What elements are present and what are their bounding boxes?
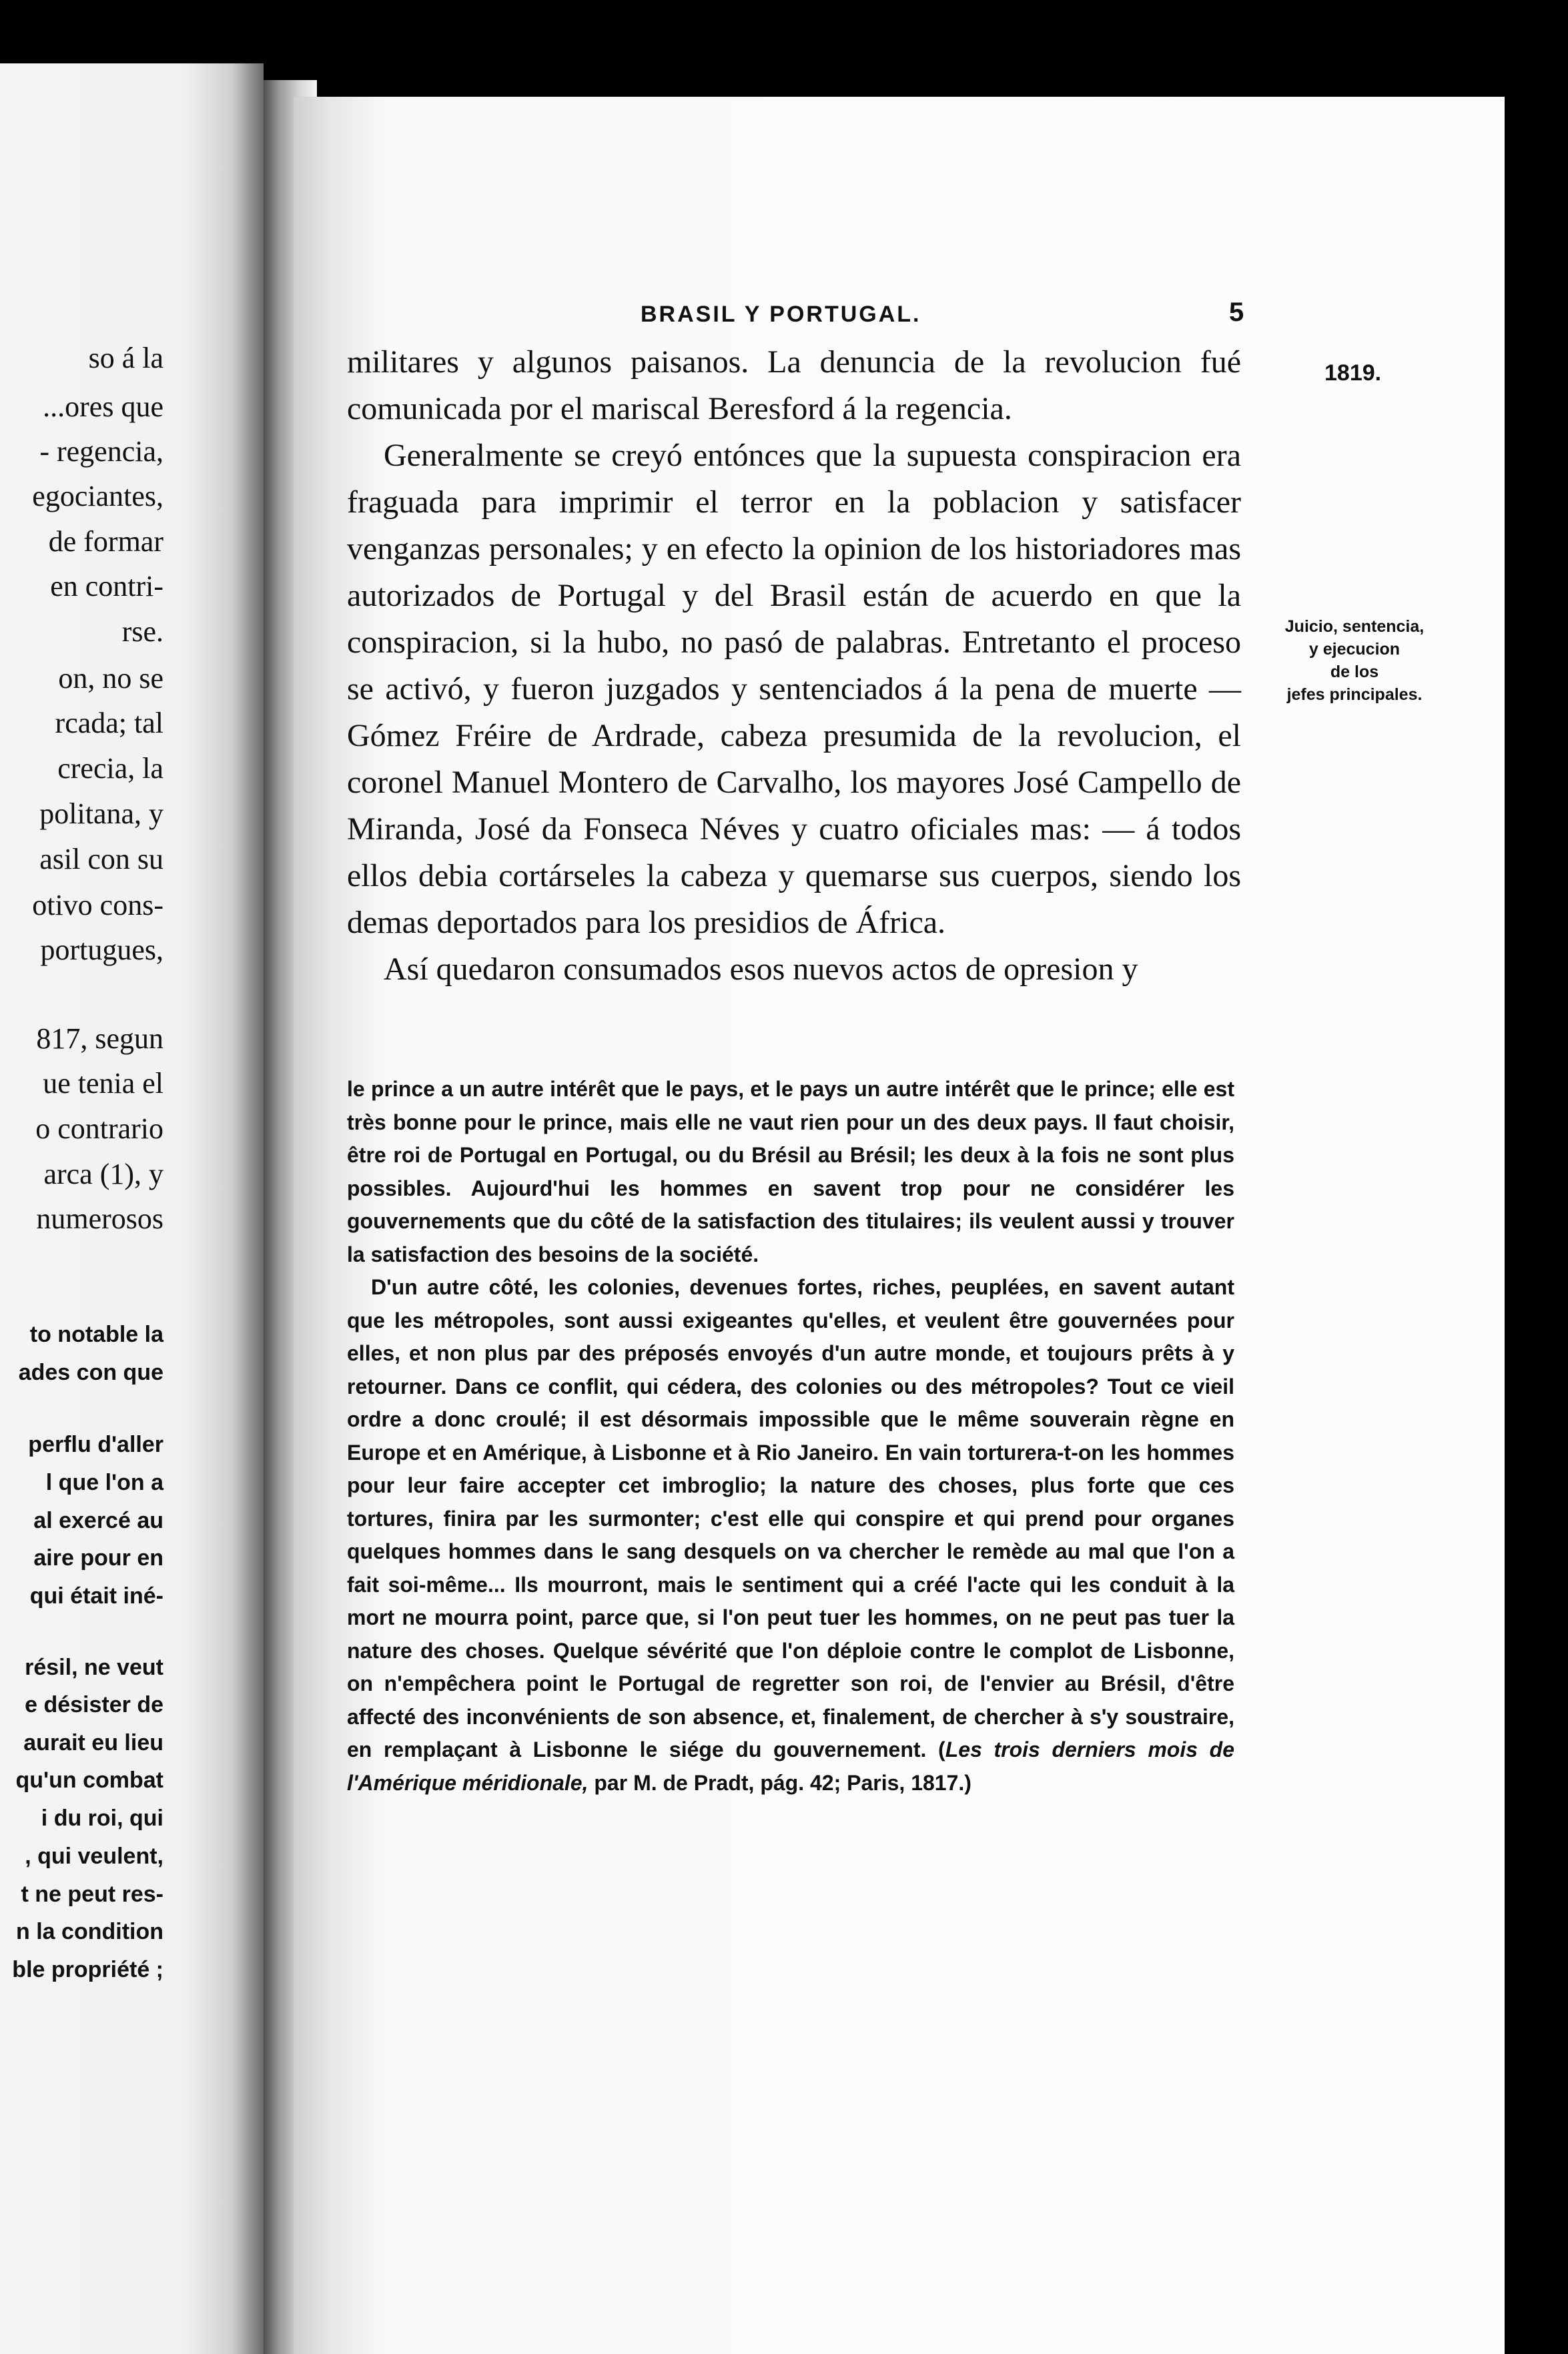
facing-page-line: rcada; tal [55, 707, 163, 739]
facing-page-line: arca (1), y [43, 1158, 163, 1190]
facing-page-line: ble propriété ; [12, 1957, 163, 1982]
facing-page-line: asil con su [39, 843, 163, 875]
paragraph: Generalmente se creyó entónces que la supuesta conspiracion era fraguada para imprimir el terror en la poblacion y satisfacer venganzas personales; y en efecto la opinion de los historiadores mas autorizados de Portugal y del Brasil están de acuerdo en que la conspiracion, si la hubo, no pasó de palabras. Entretanto el proceso se activó, y fueron juzgados y sentenciados á la pena de muerte — Gómez Fréire de Ardrade, cabeza presumida de la revolucion, el coronel Manuel Montero de Carvalho, los mayores José Campello de Miranda, José da Fonseca Néves y cuatro oficiales mas: — á todos ellos debia cortárseles la cabeza y quemarse sus cuerpos, siendo los demas deportados para los presidios de África. [347, 438, 1241, 940]
citation-title: Les trois derniers mois de l'Amérique méridionale, [347, 1737, 1235, 1795]
marginal-note-line: jefes principales. [1286, 685, 1423, 704]
facing-page-line: so á la [88, 342, 163, 374]
facing-page-line: otivo cons- [32, 889, 163, 921]
facing-page-line: portugues, [40, 933, 163, 966]
marginal-note-line: y ejecucion [1308, 640, 1401, 659]
facing-page-line: i du roi, qui [41, 1806, 163, 1831]
citation-details: par M. de Pradt, pág. 42; Paris, 1817.) [588, 1770, 971, 1795]
facing-page-line: l que l'on a [45, 1470, 163, 1495]
facing-page-line: to notable la [29, 1322, 163, 1347]
facing-page-line: en contri- [50, 570, 163, 603]
facing-page-line: , qui veulent, [25, 1844, 163, 1869]
footnote [347, 1073, 1234, 1800]
facing-page-line: rse. [121, 615, 163, 648]
paragraph: militares y algunos paisanos. La denuncia de la revolucion fué comunicada por el mariscal Beresford á la regencia. [347, 344, 1241, 426]
facing-page-line: politana, y [39, 797, 163, 830]
facing-page-line: résil, ne veut [25, 1655, 163, 1680]
facing-page-line: e désister de [25, 1692, 163, 1717]
facing-page-line: - regencia, [39, 435, 163, 468]
paragraph: Así quedaron consumados esos nuevos actos de opresion y [384, 951, 1138, 987]
running-head: BRASIL Y PORTUGAL. [641, 302, 921, 327]
marginal-note [1268, 615, 1441, 706]
facing-page-left [0, 63, 264, 2354]
facing-page-line: de formar [48, 525, 163, 558]
facing-page-line: perflu d'aller [28, 1432, 163, 1457]
facing-page-line: aire pour en [33, 1545, 163, 1571]
facing-page-line: n la condition [16, 1919, 163, 1944]
facing-page-line: on, no se [58, 662, 163, 695]
facing-page-line: o contrario [35, 1112, 163, 1145]
facing-page-line: 817, segun [36, 1022, 163, 1055]
facing-page-line: egociantes, [32, 480, 163, 512]
main-text [347, 339, 1241, 993]
facing-page-line: ue tenia el [43, 1067, 163, 1100]
facing-page-line: crecia, la [57, 752, 163, 785]
facing-page-line: ades con que [18, 1360, 163, 1385]
page-number: 5 [1229, 298, 1244, 327]
marginal-note-line: de los [1330, 663, 1379, 681]
facing-page-line: t ne peut res- [21, 1882, 163, 1907]
facing-page-line: aurait eu lieu [23, 1730, 163, 1755]
footnote-paragraph [347, 1271, 1234, 1800]
marginal-year: 1819. [1324, 360, 1382, 386]
facing-page-line: numerosos [36, 1202, 163, 1235]
marginal-note-line: Juicio, sentencia, [1284, 617, 1425, 636]
facing-page-line: ...ores que [43, 390, 163, 423]
footnote-paragraph: le prince a un autre intérêt que le pays, et le pays un autre intérêt que le prince; elle est très bonne pour le prince, mais elle ne vaut rien pour un des deux pays. Il faut choisir, être roi de Portugal en Portugal, ou du Brésil au Brésil; les deux à la fois ne sont plus possibles. Aujourd'hui les hommes en savent trop pour ne considérer les gouvernements que du côté de la satisfaction des titulaires; ils veulent aussi y trouver la satisfaction des besoins de la société. [347, 1077, 1234, 1266]
facing-page-line: qu'un combat [15, 1768, 163, 1793]
facing-page-line: qui était iné- [29, 1583, 163, 1609]
facing-page-line: al exercé au [33, 1508, 163, 1533]
footnote-text: D'un autre côté, les colonies, devenues fortes, riches, peuplées, en savent autant que les métropoles, sont aussi exigeantes qu'elles, et veulent être gouvernées pour elles, et non plus par des préposés envoyés d'un autre monde, et toujours prêts à y retourner. Dans ce conflit, qui cédera, des colonies ou des métropoles? Tout ce vieil ordre a donc croulé; il est désormais impossible que le même souverain règne en Europe et en Amérique, à Lisbonne et à Rio Janeiro. En vain torturera-t-on les hommes pour leur faire accepter cet imbroglio; la nature des choses, plus forte que ces tortures, finira par les surmonter; c'est elle qui conspire et qui prend pour organes quelques hommes dans le sang desquels on va chercher le remède au mal que l'on a fait soi-même... Ils mourront, mais le sentiment qui a créé l'acte qui les conduit à la mort ne mourra point, parce que, si l'on peut tuer les hommes, on ne peut pas tuer la nature des choses. Quelque sévérité que l'on déploie contre le complot de Lisbonne, on n'empêchera point le Portugal de regretter son roi, de l'envier au Brésil, d'être affecté des inconvénients de son absence, et, finalement, de chercher à s'y soustraire, en remplaçant à Lisbonne le siége du gouvernement. ( [347, 1275, 1234, 1761]
